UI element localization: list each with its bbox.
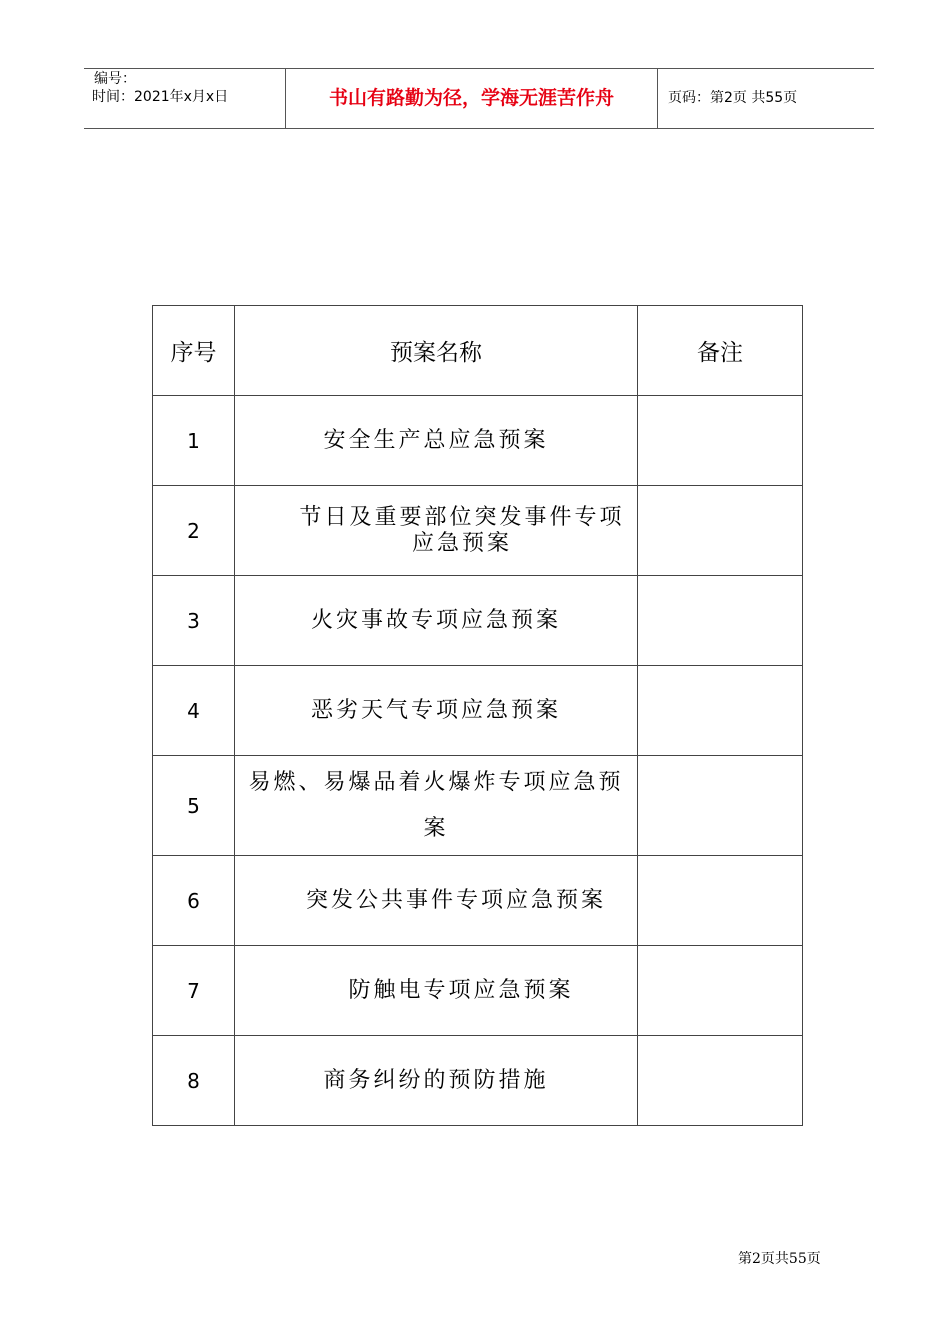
row-no: 4 <box>153 666 235 756</box>
table-row <box>153 756 803 856</box>
table-row <box>153 396 803 486</box>
table-row <box>153 666 803 756</box>
row-note <box>638 1036 803 1126</box>
header-page-number: 页码：第2页 共55页 <box>668 90 798 106</box>
row-no: 7 <box>153 946 235 1036</box>
row-note <box>638 576 803 666</box>
header-note: 备注 <box>638 306 803 396</box>
header-name: 预案名称 <box>235 306 638 396</box>
row-note <box>638 756 803 856</box>
motto: 书山有路勤为径，学海无涯苦作舟 <box>285 69 658 128</box>
code-label: 编号： <box>94 71 136 87</box>
row-name: 火灾事故专项应急预案 <box>235 576 638 666</box>
row-note <box>638 666 803 756</box>
row-no: 8 <box>153 1036 235 1126</box>
row-name: 商务纠纷的预防措施 <box>235 1036 638 1126</box>
row-no: 2 <box>153 486 235 576</box>
date-label: 时间：2021年x月x日 <box>92 89 229 105</box>
row-name: 节日及重要部位突发事件专项应急预案 <box>235 486 638 576</box>
table-row <box>153 856 803 946</box>
table-header-row <box>153 306 803 396</box>
row-name: 防触电专项应急预案 <box>235 946 638 1036</box>
row-no: 3 <box>153 576 235 666</box>
table-row <box>153 486 803 576</box>
page-header <box>84 68 874 129</box>
table-row <box>153 576 803 666</box>
row-note <box>638 486 803 576</box>
row-no: 5 <box>153 756 235 856</box>
row-name: 恶劣天气专项应急预案 <box>235 666 638 756</box>
table-row <box>153 1036 803 1126</box>
header-no: 序号 <box>153 306 235 396</box>
row-no: 6 <box>153 856 235 946</box>
row-name: 突发公共事件专项应急预案 <box>235 856 638 946</box>
row-note <box>638 946 803 1036</box>
row-note <box>638 856 803 946</box>
row-name: 易燃、易爆品着火爆炸专项应急预案 <box>235 756 638 856</box>
row-name: 安全生产总应急预案 <box>235 396 638 486</box>
row-no: 1 <box>153 396 235 486</box>
table-row <box>153 946 803 1036</box>
row-note <box>638 396 803 486</box>
plan-table <box>152 305 803 1126</box>
footer-page-number: 第2页共55页 <box>738 1251 821 1267</box>
header-meta <box>84 69 285 128</box>
